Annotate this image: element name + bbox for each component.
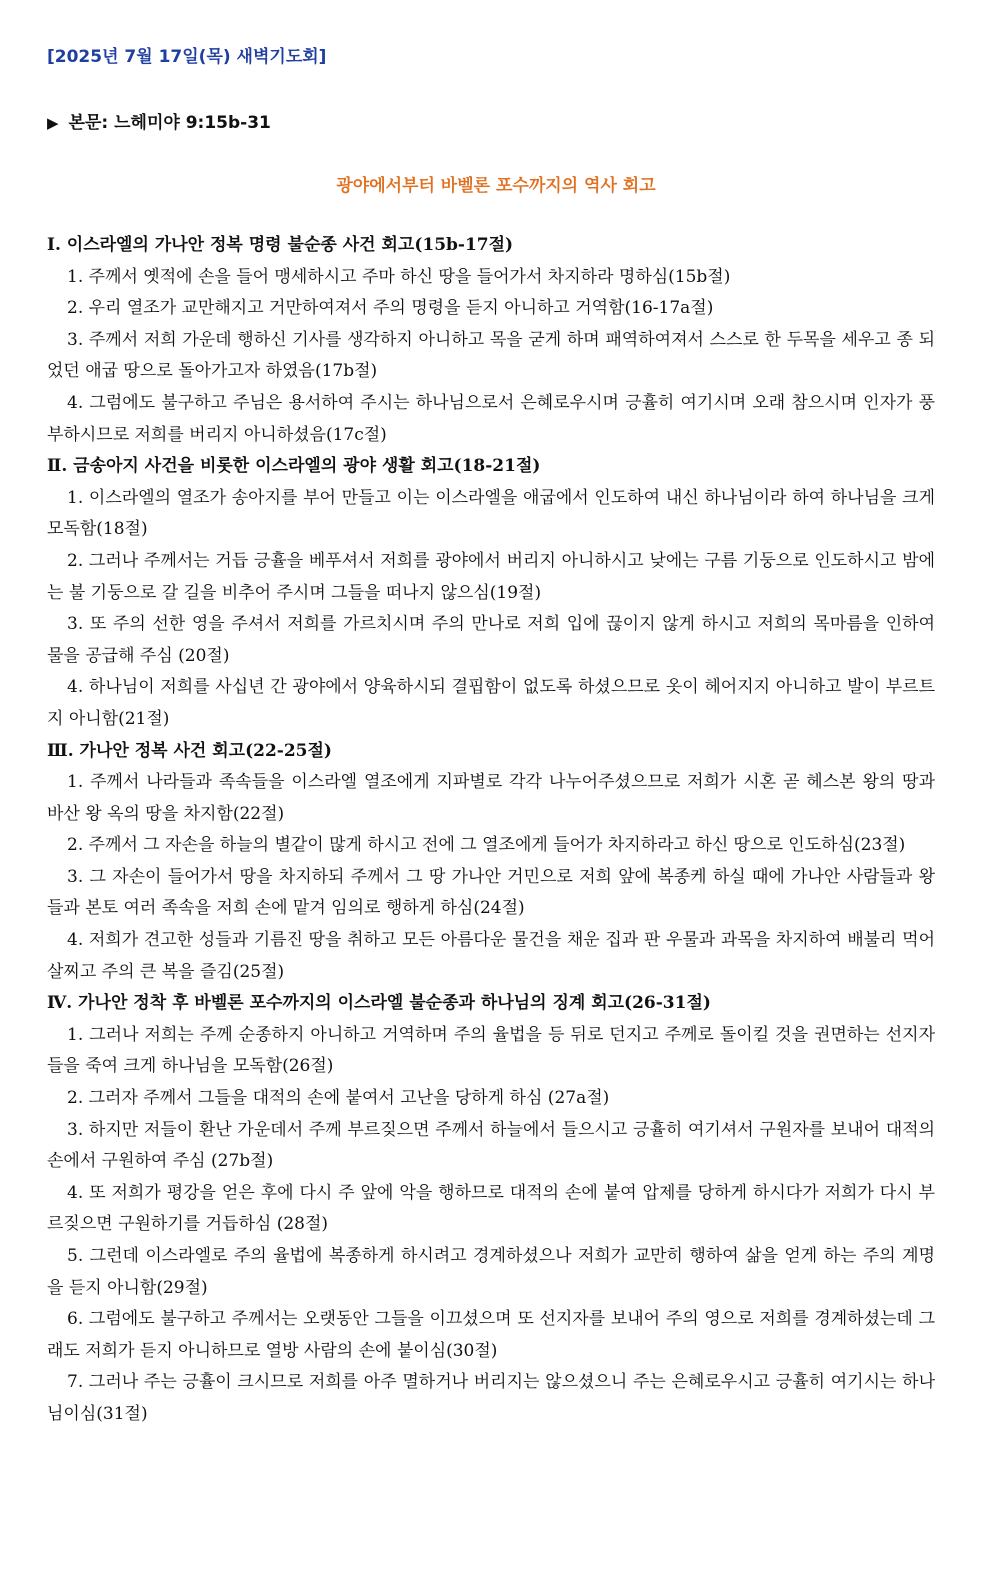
list-item: 4. 또 저희가 평강을 얻은 후에 다시 주 앞에 악을 행하므로 대적의 손에 붙여 압제를 당하게 하시다가 저희가 다시 부르짖으면 구원하기를 거듭하심 (28절) <box>47 1182 935 1235</box>
list-item: 3. 그 자손이 들어가서 땅을 차지하되 주께서 그 땅 가나안 거민으로 저희 앞에 복종케 하실 때에 가나안 사람들과 왕들과 본토 여러 족속을 저희 손에 맡겨 임의로 행하게 하심(24절) <box>47 866 935 919</box>
list-item: 1. 주께서 옛적에 손을 들어 맹세하시고 주마 하신 땅을 들어가서 차지하라 명하심(15b절) <box>67 266 731 287</box>
list-item: 7. 그러나 주는 긍휼이 크시므로 저희를 아주 멸하거나 버리지는 않으셨으니 주는 은혜로우시고 긍휼히 여기시는 하나님이심(31절) <box>47 1372 935 1424</box>
list-item: 3. 하지만 저들이 환난 가운데서 주께 부르짖으면 주께서 하늘에서 들으시고 긍휼히 여기셔서 구원자를 보내어 대적의 손에서 구원하여 주심 (27b절) <box>47 1119 935 1172</box>
list-item: 1. 그러나 저희는 주께 순종하지 아니하고 거역하며 주의 율법을 등 뒤로 던지고 주께로 돌이킬 것을 권면하는 선지자들을 죽여 크게 하나님을 모독함(26절) <box>47 1024 935 1077</box>
scripture-passage <box>47 108 271 133</box>
section-heading-1: Ⅰ. 이스라엘의 가나안 정복 명령 불순종 사건 회고(15b-17절) <box>47 235 514 255</box>
triangle-bullet-icon: ▶ <box>47 114 59 132</box>
section-heading-2: Ⅱ. 금송아지 사건을 비롯한 이스라엘의 광야 생활 회고(18-21절) <box>47 456 541 477</box>
list-item: 2. 주께서 그 자손을 하늘의 별같이 많게 하시고 전에 그 열조에게 들어가 차지하라고 하신 땅으로 인도하심(23절) <box>67 835 906 856</box>
list-item: 4. 그럼에도 불구하고 주님은 용서하여 주시는 하나님으로서 은혜로우시며 긍휼히 여기시며 오래 참으시며 인자가 풍부하시므로 저희를 버리지 아니하셨음(17c절) <box>47 392 935 445</box>
list-item: 3. 또 주의 선한 영을 주셔서 저희를 가르치시며 주의 만나로 저희 입에 끊이지 않게 하시고 저희의 목마름을 인하여 물을 공급해 주심 (20절) <box>47 614 935 666</box>
passage-text: 본문: 느헤미야 9:15b-31 <box>68 113 271 133</box>
list-item: 6. 그럼에도 불구하고 주께서는 오랫동안 그들을 이끄셨으며 또 선지자를 보내어 주의 영으로 저희를 경계하셨는데 그래도 저희가 듣지 아니하므로 열방 사람의 손에 붙이심(30절) <box>47 1309 935 1361</box>
list-item: 2. 우리 열조가 교만해지고 거만하여져서 주의 명령을 듣지 아니하고 거역함(16-17a절) <box>67 298 714 319</box>
list-item: 1. 이스라엘의 열조가 송아지를 부어 만들고 이는 이스라엘을 애굽에서 인도하여 내신 하나님이라 하여 하나님을 크게 모독함(18절) <box>47 487 935 540</box>
list-item: 4. 하나님이 저희를 사십년 간 광야에서 양육하시되 결핍함이 없도록 하셨으므로 옷이 헤어지지 아니하고 발이 부르트지 아니함(21절) <box>47 677 935 729</box>
list-item: 2. 그러자 주께서 그들을 대적의 손에 붙여서 고난을 당하게 하심 (27a절) <box>67 1088 610 1109</box>
sermon-title: 광야에서부터 바벨론 포수까지의 역사 회고 <box>336 176 656 196</box>
section-heading-4: Ⅳ. 가나안 정착 후 바벨론 포수까지의 이스라엘 불순종과 하나님의 징계 회고(26-31절) <box>47 993 711 1014</box>
list-item: 5. 그런데 이스라엘로 주의 율법에 복종하게 하시려고 경계하셨으나 저희가 교만히 행하여 삶을 얻게 하는 주의 계명을 듣지 아니함(29절) <box>47 1246 935 1298</box>
list-item: 2. 그러나 주께서는 거듭 긍휼을 베푸셔서 저희를 광야에서 버리지 아니하시고 낮에는 구름 기둥으로 인도하시고 밤에는 불 기둥으로 갈 길을 비추어 주시며 그들을 떠나지 않으심(19절) <box>47 550 935 603</box>
list-item: 4. 저희가 견고한 성들과 기름진 땅을 취하고 모든 아름다운 물건을 채운 집과 판 우물과 과목을 차지하여 배불리 먹어 살찌고 주의 큰 복을 즐김(25절) <box>47 930 935 982</box>
section-heading-3: Ⅲ. 가나안 정복 사건 회고(22-25절) <box>47 740 332 761</box>
list-item: 3. 주께서 저희 가운데 행하신 기사를 생각하지 아니하고 목을 굳게 하며 패역하여져서 스스로 한 두목을 세우고 종 되었던 애굽 땅으로 돌아가고자 하였음(17b절) <box>47 329 935 382</box>
outline-body <box>47 230 935 1431</box>
list-item: 1. 주께서 나라들과 족속들을 이스라엘 열조에게 지파별로 각각 나누어주셨으므로 저희가 시혼 곧 헤스본 왕의 땅과 바산 왕 옥의 땅을 차지함(22절) <box>47 772 935 824</box>
service-date: [2025년 7월 17일(목) 새벽기도회] <box>47 47 327 67</box>
